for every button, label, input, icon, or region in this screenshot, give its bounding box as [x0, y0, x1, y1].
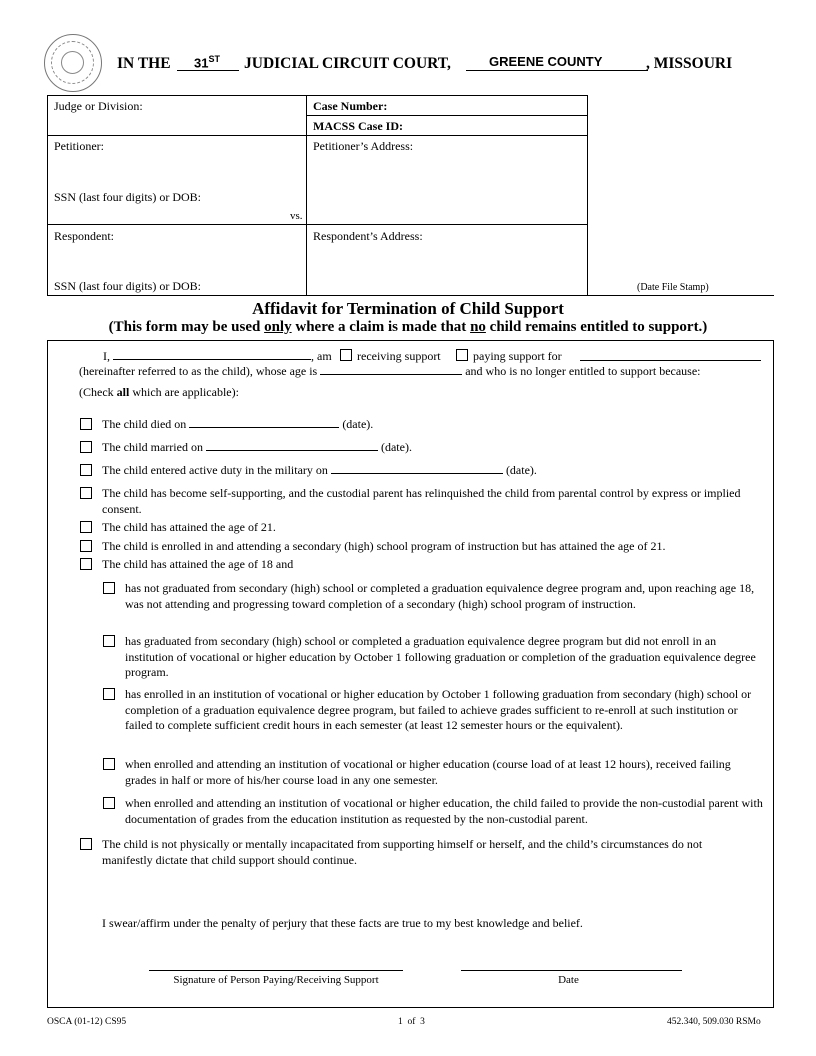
- date-label: Date: [558, 974, 579, 986]
- petitioner-label: Petitioner:: [54, 139, 104, 153]
- age-18-item: The child has attained the age of 18 and: [102, 557, 294, 571]
- died-item: The child died on (date).: [102, 417, 374, 431]
- incapacitated-checkbox[interactable]: [80, 838, 92, 850]
- married-checkbox[interactable]: [80, 441, 92, 453]
- sub-no-enroll-item: has graduated from secondary (high) school or completed a graduation equivalence degree program but did not enroll in an institution of vocational or higher education by October 1 following graduation or completion of the graduation equivalence degree program.: [125, 634, 756, 679]
- military-checkbox[interactable]: [80, 464, 92, 476]
- petitioner-ssn-label: SSN (last four digits) or DOB:: [54, 190, 201, 204]
- secondary-21-checkbox[interactable]: [80, 540, 92, 552]
- missouri-seal-icon: [44, 34, 102, 92]
- incapacitated-item: The child is not physically or mentally incapacitated from supporting himself or herself, and the child’s circumstances do not manifestly dictate that child support should continue.: [102, 837, 703, 867]
- sub-insufficient-grades-checkbox[interactable]: [103, 688, 115, 700]
- sub-not-graduated-checkbox[interactable]: [103, 582, 115, 594]
- sub-insufficient-grades-item: has enrolled in an institution of vocational or higher education by October 1 following graduation from secondary (high) school or completion of a graduation equivalence degree program, but failed to achieve grades sufficient to re-enroll at such institution or failed to complete sufficient credit hours in each semester (at least 12 semester hours or the equivalent).: [125, 687, 752, 732]
- macss-rule: [306, 135, 588, 136]
- sub-not-graduated-item: has not graduated from secondary (high) school or completed a graduation equivalence degree program and, upon reaching age 18, was not attending and progressing toward completion of a secondary (high) school program of instruction.: [125, 581, 755, 611]
- receiving-support-label: receiving support: [357, 349, 441, 363]
- receiving-support-checkbox[interactable]: [340, 349, 352, 361]
- county-line: [466, 70, 648, 71]
- sub-no-enroll-checkbox[interactable]: [103, 635, 115, 647]
- respondent-ssn-label: SSN (last four digits) or DOB:: [54, 279, 201, 293]
- petitioner-rule: [47, 224, 588, 225]
- respondent-address-label: Respondent’s Address:: [313, 229, 423, 243]
- date-line[interactable]: [461, 970, 682, 971]
- sub-failing-grades-checkbox[interactable]: [103, 758, 115, 770]
- intro-line-1: I, , am: [103, 349, 332, 363]
- married-date-field[interactable]: [206, 440, 378, 451]
- header-judicial-circuit-court: JUDICIAL CIRCUIT COURT,: [244, 55, 451, 72]
- age-21-checkbox[interactable]: [80, 521, 92, 533]
- paying-support-label: paying support for: [473, 349, 562, 363]
- caption-divider: [306, 95, 307, 295]
- footer-page-number: 1 of 3: [398, 1017, 425, 1027]
- child-name-field[interactable]: [580, 350, 761, 361]
- child-age-field[interactable]: [320, 364, 462, 375]
- secondary-21-item: The child is enrolled in and attending a secondary (high) school program of instruction but has attained the age of 21.: [102, 539, 666, 553]
- married-item: The child married on (date).: [102, 440, 412, 454]
- signature-label: Signature of Person Paying/Receiving Support: [173, 974, 379, 986]
- judge-label: Judge or Division:: [54, 99, 143, 113]
- vs-label: vs.: [290, 210, 303, 222]
- affiant-name-field[interactable]: [113, 349, 311, 360]
- footer-statute: 452.340, 509.030 RSMo: [667, 1017, 761, 1027]
- self-supporting-checkbox[interactable]: [80, 487, 92, 499]
- date-file-stamp: (Date File Stamp): [637, 282, 709, 293]
- form-subtitle: (This form may be used only where a claim is made that no child remains entitled to support.): [108, 319, 708, 335]
- died-date-field[interactable]: [189, 417, 339, 428]
- sub-failing-grades-item: when enrolled and attending an institution of vocational or higher education (course load of at least 12 hours), received failing grades in half or more of his/her course load in any one semester.: [125, 757, 731, 787]
- paying-support-checkbox[interactable]: [456, 349, 468, 361]
- header-in-the: IN THE: [117, 55, 171, 72]
- judge-rule: [47, 135, 306, 136]
- military-item: The child entered active duty in the military on (date).: [102, 463, 537, 477]
- signature-line[interactable]: [149, 970, 403, 971]
- county-field[interactable]: GREENE COUNTY: [489, 54, 603, 69]
- self-supporting-item: The child has become self-supporting, and the custodial parent has relinquished the child from parental control by express or implied consent.: [102, 486, 741, 516]
- check-instructions: (Check all which are applicable):: [79, 385, 239, 399]
- macss-label: MACSS Case ID:: [313, 119, 403, 133]
- petitioner-address-label: Petitioner’s Address:: [313, 139, 414, 153]
- case-number-label: Case Number:: [313, 99, 388, 113]
- respondent-label: Respondent:: [54, 229, 114, 243]
- footer-form-id: OSCA (01-12) CS95: [47, 1017, 127, 1027]
- form-title: Affidavit for Termination of Child Support: [252, 299, 564, 318]
- intro-line-2: (hereinafter referred to as the child), whose age is and who is no longer entitled to support because:: [79, 364, 701, 378]
- died-checkbox[interactable]: [80, 418, 92, 430]
- swear-statement: I swear/affirm under the penalty of perjury that these facts are true to my best knowledge and belief.: [102, 916, 583, 930]
- circuit-number-field[interactable]: 31ST: [194, 54, 220, 71]
- sub-no-documentation-checkbox[interactable]: [103, 797, 115, 809]
- header-missouri: , MISSOURI: [646, 55, 733, 72]
- age-21-item: The child has attained the age of 21.: [102, 520, 276, 534]
- sub-no-documentation-item: when enrolled and attending an institution of vocational or higher education, the child failed to provide the non-custodial parent with documentation of grades from the education institution as requested by the non-custodial parent.: [125, 796, 763, 826]
- case-number-rule: [306, 115, 588, 116]
- age-18-checkbox[interactable]: [80, 558, 92, 570]
- military-date-field[interactable]: [331, 463, 503, 474]
- caption-bottom-rule: [47, 295, 774, 296]
